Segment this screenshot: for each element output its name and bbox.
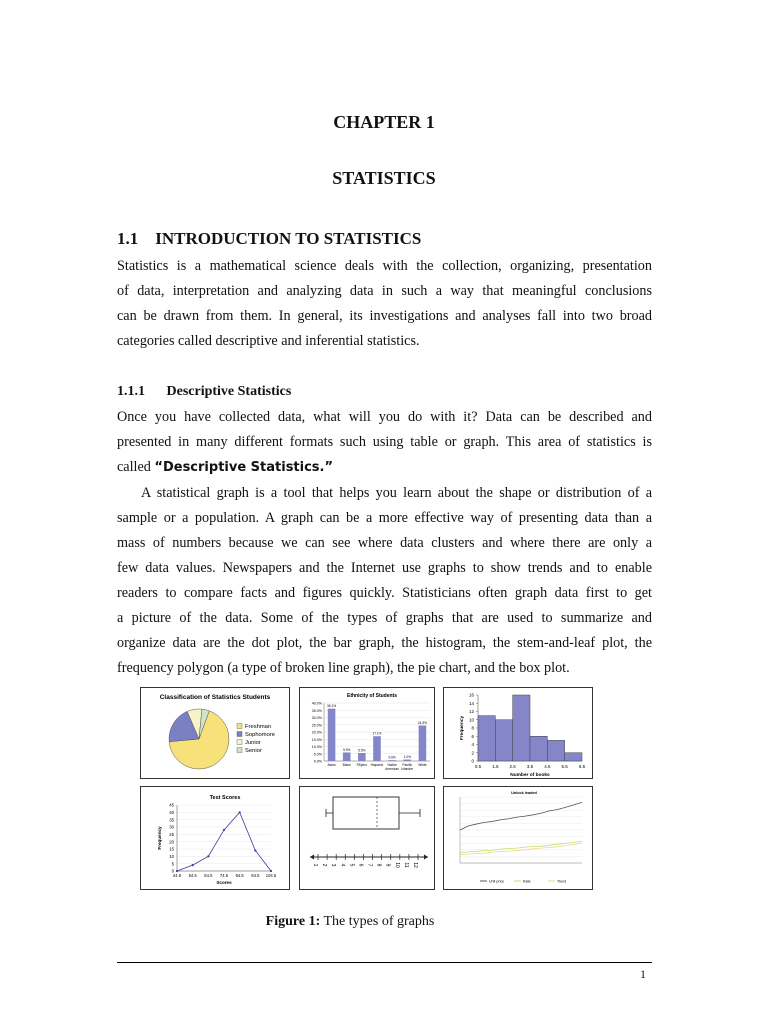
box-plot xyxy=(300,787,434,889)
bar-value-label: 0.6% xyxy=(388,755,396,760)
section-number: 1.1 xyxy=(117,229,139,248)
y-axis-label: Frequency xyxy=(157,826,162,850)
bar xyxy=(404,760,412,761)
x-tick-label: Native xyxy=(387,763,397,767)
graph-line: few data values. Newspapers and the Internet use graphs to show trends and to enable xyxy=(117,560,652,576)
y-tick-label: 8 xyxy=(471,725,474,731)
descriptive-paragraph xyxy=(117,405,652,480)
chart-title: Unlock leaded xyxy=(511,791,537,795)
x-tick-label: 94.5 xyxy=(251,873,260,878)
legend-label: Junior xyxy=(245,740,261,746)
series-line xyxy=(460,802,582,830)
histogram-chart xyxy=(444,688,592,778)
y-tick-label: 25 xyxy=(169,831,174,837)
data-point xyxy=(223,829,225,831)
x-tick-label: 6.5 xyxy=(578,764,586,769)
y-tick-label: 15.0% xyxy=(311,737,322,742)
x-tick-label: 4.5 xyxy=(544,764,551,769)
y-tick-label: 20 xyxy=(169,839,174,845)
y-axis-label: Frequency xyxy=(460,715,465,741)
bar-chart xyxy=(300,688,434,778)
chart-title: Classification of Statistics Students xyxy=(159,694,271,701)
chapter-number: CHAPTER 1 xyxy=(333,112,435,132)
y-tick-label: 15 xyxy=(169,846,174,852)
axis-tick-label: 11 xyxy=(402,862,409,868)
y-tick-label: 0 xyxy=(471,758,474,764)
legend-label: Rate xyxy=(523,879,531,884)
y-tick-label: 35.0% xyxy=(311,708,322,713)
data-point xyxy=(239,811,241,813)
y-tick-label: 10.0% xyxy=(311,745,322,749)
chart-title: Test Scores xyxy=(209,795,241,801)
subsection-title: Descriptive Statistics xyxy=(166,384,292,399)
y-tick-label: 0 xyxy=(171,868,174,874)
pie-chart xyxy=(141,688,289,778)
histogram-bar xyxy=(565,753,582,761)
histogram-bar xyxy=(530,736,547,761)
y-tick-label: 5.0% xyxy=(313,752,322,757)
y-tick-label: 30.0% xyxy=(311,716,322,720)
bar-chart-panel xyxy=(299,687,435,779)
y-tick-label: 16 xyxy=(468,692,474,698)
data-point xyxy=(192,864,194,866)
x-tick-label: 44.5 xyxy=(172,873,182,878)
y-tick-label: 25.0% xyxy=(311,723,322,728)
y-tick-label: 45 xyxy=(169,802,174,808)
x-tick-label: 64.5 xyxy=(204,873,213,878)
bar xyxy=(373,736,381,761)
y-tick-label: 4 xyxy=(471,742,474,748)
y-tick-label: 10 xyxy=(169,853,174,859)
histogram-bar xyxy=(513,695,530,761)
bar-value-label: 36.1% xyxy=(327,704,337,709)
bar xyxy=(343,752,351,761)
x-tick-label: 0.5 xyxy=(474,764,482,769)
descriptive-statistics-term: “Descriptive Statistics.” xyxy=(154,460,334,475)
legend-swatch xyxy=(237,748,242,753)
graph-paragraph xyxy=(117,481,652,681)
arrow-right-icon xyxy=(424,855,428,860)
bar-value-label: 5.5% xyxy=(358,748,366,753)
graph-line: mass of numbers because we can see where data clusters and where there are only a xyxy=(117,535,652,551)
y-tick-label: 40.0% xyxy=(311,701,322,706)
data-point xyxy=(176,870,178,872)
figure-caption-text: The types of graphs xyxy=(320,914,435,929)
descriptive-line: presented in many different formats such using table or graph. This area of statistics is xyxy=(117,434,652,450)
y-tick-label: 35 xyxy=(169,817,174,823)
x-tick-label: 2.5 xyxy=(509,764,516,769)
frequency-polygon-panel xyxy=(140,786,290,890)
intro-paragraph xyxy=(117,254,652,354)
axis-tick-label: 5 xyxy=(348,863,355,867)
box-plot-panel xyxy=(299,786,435,890)
axis-tick-label: 7 xyxy=(366,863,373,867)
x-tick-label: Hispanic xyxy=(370,763,384,767)
x-tick-label: Pacific xyxy=(402,763,413,767)
data-point xyxy=(270,870,272,872)
line-chart-panel xyxy=(443,786,593,890)
legend-swatch xyxy=(237,732,242,737)
intro-line: of data, interpretation and analyzing data in such a way that meaningful conclusions xyxy=(117,283,652,299)
y-tick-label: 30 xyxy=(169,824,174,830)
y-tick-label: 6 xyxy=(471,733,474,739)
y-tick-label: 12 xyxy=(468,709,474,715)
y-tick-label: 40 xyxy=(169,809,174,815)
histogram-panel xyxy=(443,687,593,779)
intro-line: Statistics is a mathematical science deals with the collection, organizing, presentation xyxy=(117,258,652,274)
axis-tick-label: 8 xyxy=(375,863,382,867)
x-axis-label: Number of books xyxy=(510,773,550,778)
axis-tick-label: 3 xyxy=(330,863,337,867)
bar-value-label: 24.5% xyxy=(417,720,427,725)
bar-value-label: 5.9% xyxy=(343,747,351,752)
x-tick-label: 104.5 xyxy=(265,873,277,878)
page-number: 1 xyxy=(640,967,646,981)
bar xyxy=(388,760,396,761)
axis-tick-label: 4 xyxy=(339,863,346,867)
x-tick-label: 84.5 xyxy=(235,873,244,878)
histogram-bar xyxy=(495,720,512,761)
x-tick-label: Black xyxy=(342,763,351,767)
legend-swatch xyxy=(237,740,242,745)
graph-line: a picture of the data. Some of the types of graphs that are used to summarize and xyxy=(117,610,652,626)
x-tick-label: 1.5 xyxy=(492,764,499,769)
bar xyxy=(328,709,336,761)
pie-chart-panel xyxy=(140,687,290,779)
called-prefix: called xyxy=(117,459,155,475)
subsection-number: 1.1.1 xyxy=(117,384,145,399)
axis-tick-label: 12 xyxy=(412,862,418,868)
histogram-bar xyxy=(478,716,495,761)
x-tick-label: Asian xyxy=(327,763,336,767)
axis-tick-label: 6 xyxy=(357,863,364,867)
axis-tick-label: 9 xyxy=(384,863,391,867)
x-tick-label: Filipino xyxy=(356,763,368,767)
x-tick-label: American xyxy=(385,767,400,771)
y-tick-label: 10 xyxy=(468,717,474,723)
graph-line: A statistical graph is a tool that helps you learn about the shape or distribution of a xyxy=(141,485,652,501)
descriptive-line xyxy=(117,455,652,480)
data-point xyxy=(254,849,256,851)
data-point xyxy=(207,855,209,857)
y-tick-label: 0.0% xyxy=(313,759,322,764)
x-tick-label: 74.5 xyxy=(219,873,229,878)
section-heading xyxy=(117,229,421,249)
legend-label: Sophomore xyxy=(245,732,275,738)
graph-line: organize data are the dot plot, the bar graph, the histogram, the stem-and-leaf plot, the xyxy=(117,635,652,651)
legend-label: Trend xyxy=(557,879,567,884)
figure-caption xyxy=(0,914,700,930)
bar xyxy=(419,725,427,761)
bar xyxy=(358,753,366,761)
intro-line: can be drawn from them. In general, its investigations and analyses fall into two broad xyxy=(117,308,652,324)
axis-tick-label: 10 xyxy=(393,862,400,868)
arrow-left-icon xyxy=(310,855,314,860)
series-line xyxy=(460,843,582,855)
legend-label: Freshman xyxy=(245,724,272,730)
graph-line: readers to compare facts and figures quickly. Statisticians often graph data first to get xyxy=(117,585,652,601)
bar-value-label: 1.0% xyxy=(403,755,411,760)
frequency-polygon-chart xyxy=(141,787,289,889)
legend-label: Unit price xyxy=(489,879,505,884)
x-tick-label: 54.5 xyxy=(188,873,197,878)
legend-label: Senior xyxy=(245,748,262,754)
legend-swatch xyxy=(237,724,242,729)
box xyxy=(333,797,399,829)
x-tick-label: 3.5 xyxy=(526,764,534,769)
line-chart xyxy=(444,787,592,889)
x-tick-label: White xyxy=(418,763,427,767)
histogram-bar xyxy=(547,740,564,761)
descriptive-line: Once you have collected data, what will you do with it? Data can be described and xyxy=(117,409,652,425)
bar-value-label: 17.1% xyxy=(372,731,382,736)
axis-tick-label: 1 xyxy=(312,863,318,867)
y-tick-label: 2 xyxy=(471,750,474,756)
x-axis-label: Scores xyxy=(216,880,232,885)
y-tick-label: 14 xyxy=(468,700,474,706)
x-tick-label: Islander xyxy=(401,767,414,771)
y-tick-label: 20.0% xyxy=(311,730,322,735)
section-title: INTRODUCTION TO STATISTICS xyxy=(155,229,422,248)
graph-line: sample or a population. A graph can be a more effective way of presenting data than a xyxy=(117,510,652,526)
intro-line: categories called descriptive and inferential statistics. xyxy=(117,333,420,349)
subsection-heading xyxy=(117,384,291,400)
chapter-title: STATISTICS xyxy=(332,168,436,188)
y-tick-label: 5 xyxy=(171,861,174,867)
footer-rule xyxy=(117,962,652,963)
graph-line: frequency polygon (a type of broken line graph), the pie chart, and the box plot. xyxy=(117,660,570,676)
chart-title: Ethnicity of Students xyxy=(347,693,397,699)
axis-tick-label: 2 xyxy=(321,863,328,867)
x-tick-label: 5.5 xyxy=(561,764,568,769)
figure-caption-label: Figure 1: xyxy=(265,914,321,929)
